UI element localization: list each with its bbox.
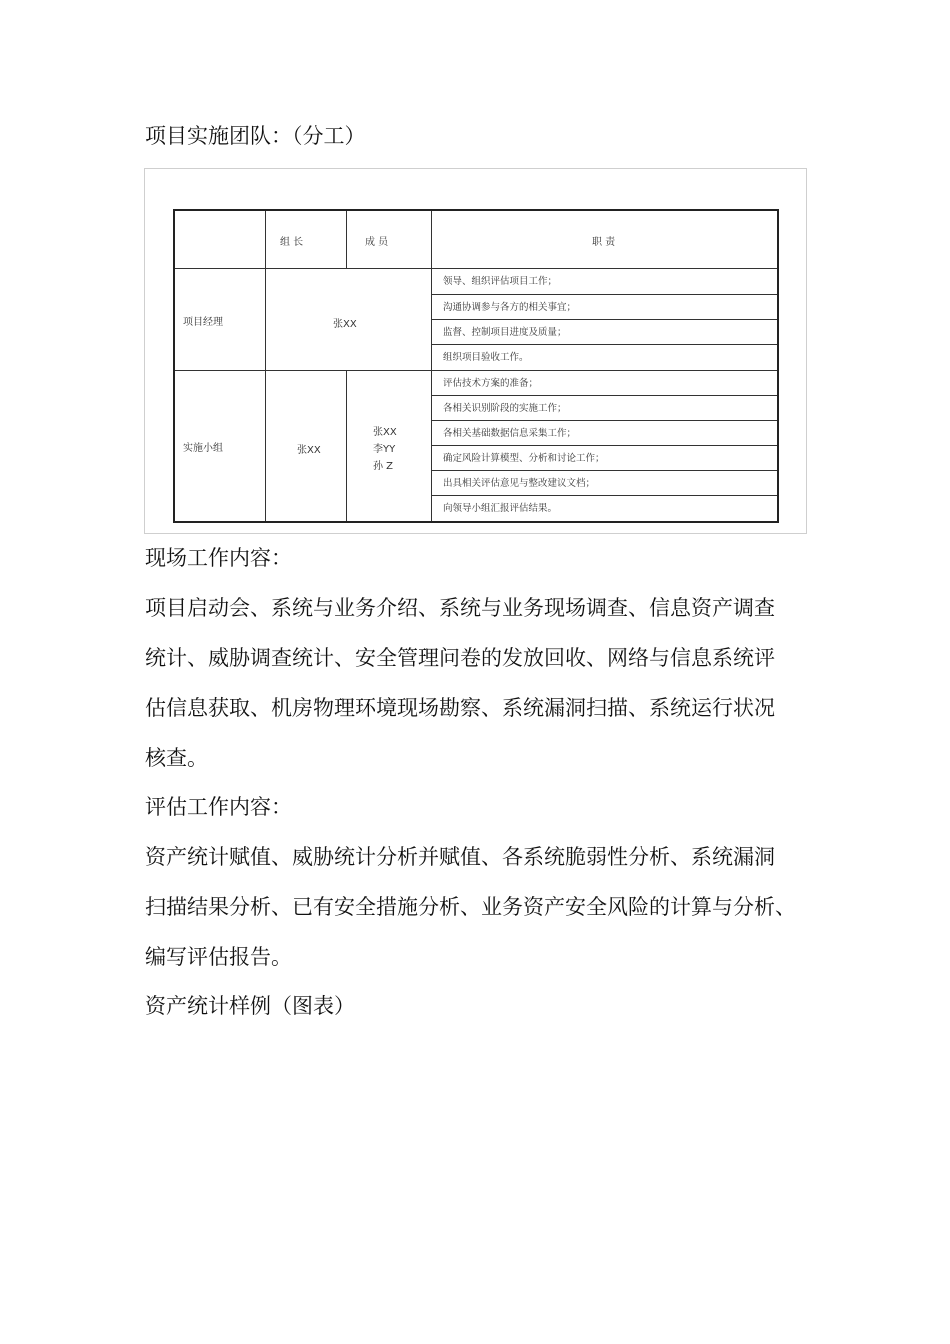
onsite-line-2: 统计、威胁调查统计、安全管理问卷的发放回收、网络与信息系统评 (145, 646, 775, 670)
onsite-line-1: 项目启动会、系统与业务介绍、系统与业务现场调查、信息资产调查 (145, 596, 775, 620)
impl-leader: 张XX (297, 445, 321, 456)
role-implementation-team: 实施小组 (183, 443, 223, 454)
eval-line-3: 编写评估报告。 (145, 945, 292, 969)
team-table-figure (144, 168, 807, 534)
impl-duty-1: 评估技术方案的准备； (443, 378, 539, 389)
impl-duty-2: 各相关识别阶段的实施工作； (443, 403, 567, 414)
role-project-manager: 项目经理 (183, 317, 223, 328)
onsite-heading: 现场工作内容： (145, 546, 292, 570)
pm-duty-1: 领导、组织评估项目工作； (443, 276, 558, 287)
team-division-table (173, 209, 779, 523)
eval-line-1: 资产统计赋值、威胁统计分析并赋值、各系统脆弱性分析、系统漏洞 (145, 845, 775, 869)
impl-duty-5: 出具相关评估意见与整改建议文档； (443, 478, 596, 489)
header-duty: 职 责 (592, 237, 616, 248)
impl-member-1: 张XX (373, 427, 397, 438)
impl-duty-6: 向领导小组汇报评估结果。 (443, 503, 558, 514)
header-leader: 组 长 (280, 237, 304, 248)
header-member: 成 员 (365, 237, 389, 248)
pm-leader: 张XX (333, 319, 357, 330)
onsite-paragraph (145, 596, 810, 796)
impl-duty-4: 确定风险计算模型、分析和讨论工作； (443, 453, 605, 464)
impl-member-2: 李YY (373, 444, 396, 455)
eval-heading: 评估工作内容： (145, 795, 292, 819)
impl-member-3: 孙 Z (373, 461, 394, 472)
asset-sample-heading: 资产统计样例（图表） (145, 994, 355, 1018)
eval-paragraph (145, 845, 810, 995)
eval-line-2: 扫描结果分析、已有安全措施分析、业务资产安全风险的计算与分析、 (145, 895, 796, 919)
pm-duty-4: 组织项目验收工作。 (443, 352, 529, 363)
onsite-line-3: 估信息获取、机房物理环境现场勘察、系统漏洞扫描、系统运行状况 (145, 696, 775, 720)
onsite-line-4: 核查。 (145, 746, 208, 770)
pm-duty-2: 沟通协调参与各方的相关事宜； (443, 302, 577, 313)
team-section-heading: 项目实施团队：（分工） (145, 124, 366, 148)
pm-duty-3: 监督、控制项目进度及质量； (443, 327, 567, 338)
impl-duty-3: 各相关基础数据信息采集工作； (443, 428, 577, 439)
